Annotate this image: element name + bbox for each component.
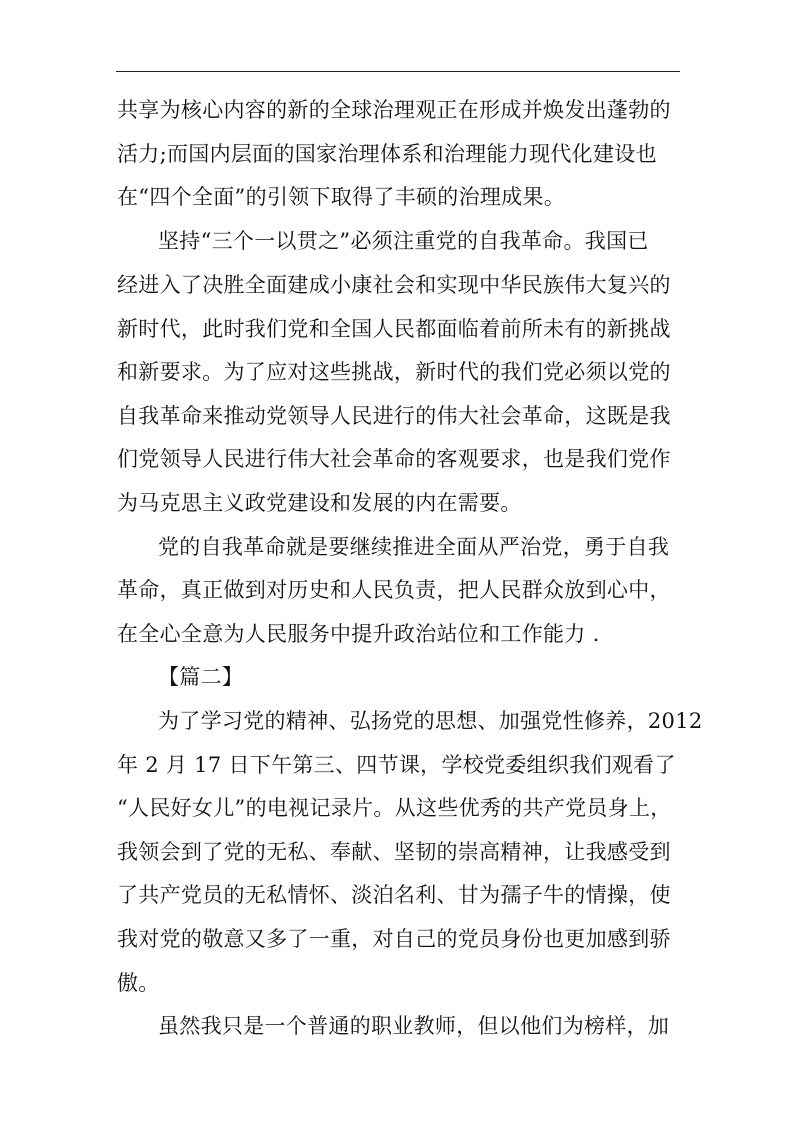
text-line: 在全心全意为人民服务中提升政治站位和工作能力 . bbox=[117, 622, 600, 646]
text-line: 傲。 bbox=[117, 971, 160, 995]
text-line: 年 2 月 17 日下午第三、四节课，学校党委组织我们观看了 bbox=[117, 753, 676, 777]
text-line: 新时代，此时我们党和全国人民都面临着前所未有的新挑战 bbox=[117, 317, 671, 341]
text-line: 我对党的敬意又多了一重，对自己的党员身份也更加感到骄 bbox=[117, 927, 671, 951]
section-heading: 【篇二】 bbox=[158, 665, 244, 689]
text-line: 共享为核心内容的新的全球治理观正在形成并焕发出蓬勃的 bbox=[117, 98, 671, 122]
text-line: “人民好女儿”的电视记录片。从这些优秀的共产党员身上， bbox=[117, 796, 672, 820]
text-line: 我领会到了党的无私、奉献、坚韧的崇高精神，让我感受到 bbox=[117, 840, 671, 864]
header-rule bbox=[116, 71, 680, 72]
text-line: 了共产党员的无私情怀、淡泊名利、甘为孺子牛的情操，使 bbox=[117, 883, 671, 907]
paragraph-first-line: 为了学习党的精神、弘扬党的思想、加强党性修养，2012 bbox=[158, 709, 703, 733]
text-line: 革命，真正做到对历史和人民负责，把人民群众放到心中， bbox=[117, 578, 671, 602]
text-line: 为马克思主义政党建设和发展的内在需要。 bbox=[117, 491, 522, 515]
text-line: 经进入了决胜全面建成小康社会和实现中华民族伟大复兴的 bbox=[117, 273, 671, 297]
text-line: 和新要求。为了应对这些挑战，新时代的我们党必须以党的 bbox=[117, 360, 671, 384]
text-line: 活力;而国内层面的国家治理体系和治理能力现代化建设也 bbox=[117, 142, 657, 166]
text-line: 们党领导人民进行伟大社会革命的客观要求，也是我们党作 bbox=[117, 447, 671, 471]
paragraph-first-line: 虽然我只是一个普通的职业教师，但以他们为榜样，加 bbox=[158, 1014, 670, 1038]
paragraph-first-line: 坚持“三个一以贯之”必须注重党的自我革命。我国已 bbox=[158, 229, 649, 253]
paragraph-first-line: 党的自我革命就是要继续推进全面从严治党，勇于自我 bbox=[158, 535, 670, 559]
text-line: 在“四个全面”的引领下取得了丰硕的治理成果。 bbox=[117, 185, 566, 209]
text-line: 自我革命来推动党领导人民进行的伟大社会革命，这既是我 bbox=[117, 404, 671, 428]
